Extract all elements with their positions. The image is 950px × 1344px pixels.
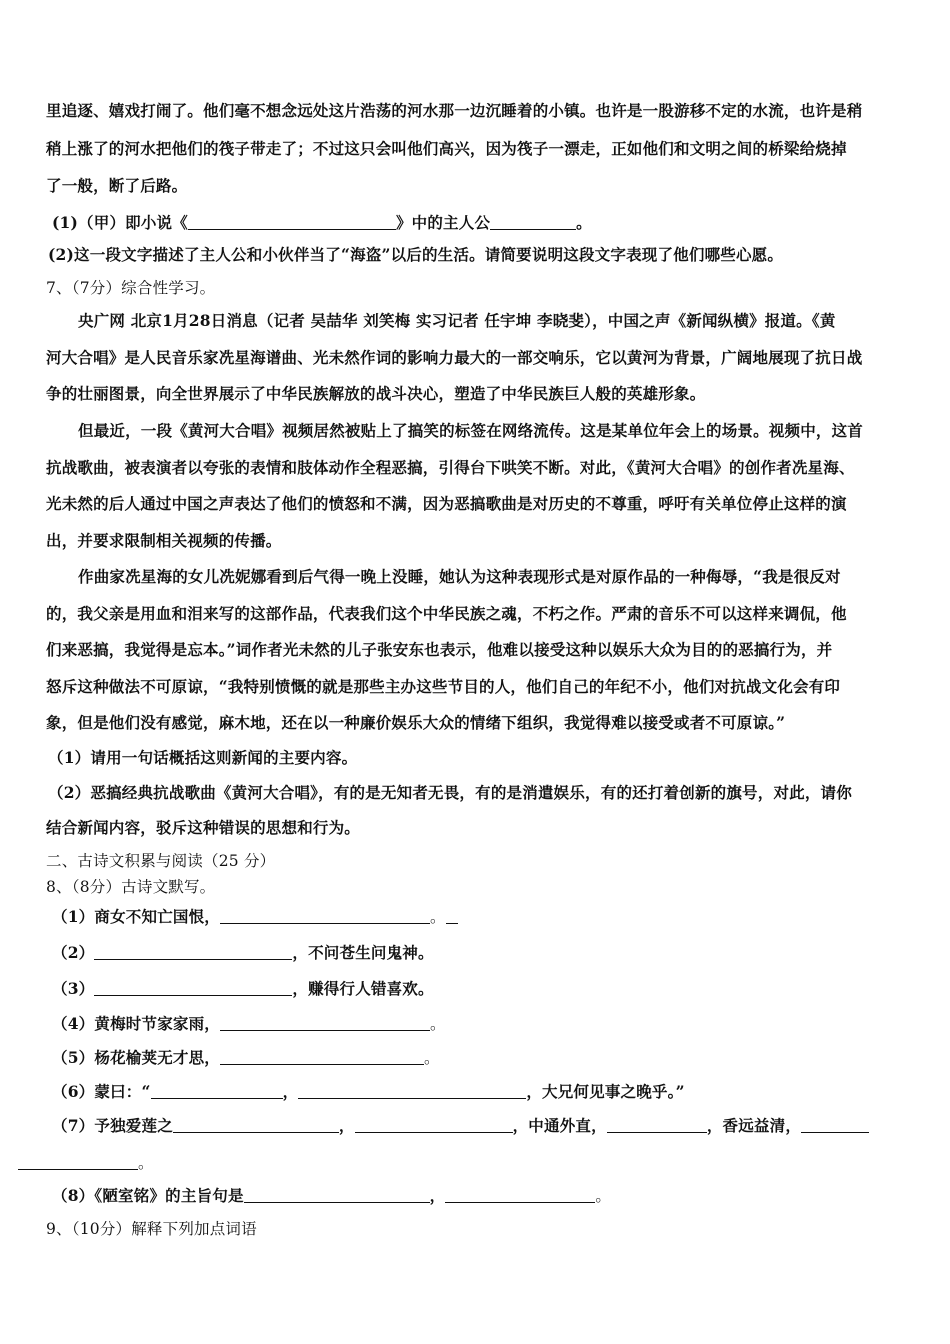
q7-para-line-8: 作曲家冼星海的女儿冼妮娜看到后气得一晚上没睡，她认为这种表现形式是对原作品的一种侮辱，“我是很反对 bbox=[78, 567, 841, 586]
q7-para-line-5: 抗战歌曲，被表演者以夸张的表情和肢体动作全程恶搞，引得台下哄笑不断。对此，《黄河大合唱》的创作者冼星海、 bbox=[46, 458, 855, 477]
q8-item-4-end: 。 bbox=[430, 1015, 446, 1033]
q7-para-line-1: 央广网 北京1月28日消息（记者 吴喆华 刘笑梅 实习记者 任宇坤 李晓斐），中国之声《新闻纵横》报道。《黄 bbox=[78, 311, 836, 330]
q8-item-5 bbox=[52, 1047, 910, 1069]
q8-item-6-end: ，大兄何见事之晚乎。” bbox=[526, 1082, 685, 1101]
q8-item-7-mid2: ，香远益清， bbox=[706, 1116, 802, 1135]
q8-item-7-blank-2[interactable] bbox=[355, 1117, 513, 1133]
q8-item-5-end: 。 bbox=[424, 1049, 440, 1067]
q6-sub1-prefix: (1)（甲）即小说《 bbox=[52, 213, 188, 232]
q8-item-7-text: 予独爱莲之 bbox=[94, 1116, 173, 1135]
q6-sub2: (2)这一段文字描述了主人公和小伙伴当了“海盗”以后的生活。请简要说明这段文字表现了他们哪些心愿。 bbox=[48, 245, 784, 264]
q8-item-8-blank-2[interactable] bbox=[445, 1187, 595, 1203]
q8-item-7 bbox=[52, 1115, 910, 1137]
q8-item-7-continued bbox=[18, 1152, 910, 1174]
passage-line-1: 里追逐、嬉戏打闹了。他们毫不想念远处这片浩荡的河水那一边沉睡着的小镇。也许是一股游移不定的水流，也许是稍 bbox=[46, 101, 863, 120]
q6-protagonist-blank[interactable] bbox=[490, 214, 576, 230]
q8-item-1-end: 。 bbox=[430, 908, 446, 926]
q7-para-line-3: 争的壮丽图景，向全世界展示了中华民族解放的战斗决心，塑造了中华民族巨人般的英雄形象。 bbox=[46, 384, 706, 403]
q8-item-2 bbox=[52, 942, 910, 964]
q8-item-7-blank-3[interactable] bbox=[607, 1117, 707, 1133]
q8-item-8 bbox=[52, 1185, 910, 1207]
q7-para-line-9: 的，我父亲是用血和泪来写的这部作品，代表我们这个中华民族之魂，不朽之作。严肃的音乐不可以这样来调侃，他 bbox=[46, 604, 847, 623]
q8-item-4 bbox=[52, 1013, 910, 1035]
q8-item-4-num: （4） bbox=[52, 1014, 95, 1033]
q7-para-line-2: 河大合唱》是人民音乐家冼星海谱曲、光未然作词的影响力最大的一部交响乐，它以黄河为背景，广阔地展现了抗日战 bbox=[46, 348, 863, 367]
q8-item-6-comma: ， bbox=[282, 1082, 299, 1101]
q8-item-8-end: 。 bbox=[595, 1187, 612, 1205]
q8-item-1-text: 商女不知亡国恨， bbox=[94, 907, 220, 926]
q8-item-2-blank[interactable] bbox=[94, 944, 292, 960]
q6-sub1 bbox=[52, 212, 910, 234]
q8-item-1-blank[interactable] bbox=[220, 908, 430, 924]
passage-line-3: 了一般，断了后路。 bbox=[46, 176, 188, 195]
q8-item-4-text: 黄梅时节家家雨， bbox=[94, 1014, 220, 1033]
q8-item-2-num: （2） bbox=[52, 943, 95, 962]
q8-item-7-blank-1[interactable] bbox=[173, 1117, 339, 1133]
q7-para-line-12: 象，但是他们没有感觉，麻木地，还在以一种廉价娱乐大众的情绪下组织，我觉得难以接受或者不可原谅。” bbox=[46, 713, 786, 732]
q8-item-8-comma: ， bbox=[429, 1186, 446, 1205]
q8-item-7-mid: ，中通外直， bbox=[512, 1116, 607, 1135]
q8-item-5-text: 杨花榆荚无才思， bbox=[94, 1048, 220, 1067]
q8-item-7-end: 。 bbox=[138, 1154, 154, 1172]
q8-item-6-blank-2[interactable] bbox=[298, 1083, 526, 1099]
q8-item-3-blank[interactable] bbox=[94, 980, 292, 996]
q8-item-6-text: 蒙曰：“ bbox=[94, 1082, 151, 1101]
q8-item-5-blank[interactable] bbox=[220, 1049, 424, 1065]
q8-item-3-text: ，赚得行人错喜欢。 bbox=[292, 979, 434, 998]
q8-title: 8、（8分）古诗文默写。 bbox=[46, 878, 216, 896]
q7-sub2-line-1: （2）恶搞经典抗战歌曲《黄河大合唱》，有的是无知者无畏，有的是消遣娱乐，有的还打着创新的旗号，对此，请你 bbox=[48, 783, 852, 802]
q8-item-5-num: （5） bbox=[52, 1048, 95, 1067]
q7-sub1: （1）请用一句话概括这则新闻的主要内容。 bbox=[48, 748, 358, 767]
q7-para-line-10: 们来恶搞，我觉得是忘本。”词作者光未然的儿子张安东也表示，他难以接受这种以娱乐大众为目的的恶搞行为，并 bbox=[46, 640, 833, 659]
q7-para-line-6: 光未然的后人通过中国之声表达了他们的愤怒和不满，因为恶搞歌曲是对历史的不尊重，呼吁有关单位停止这样的演 bbox=[46, 494, 847, 513]
q8-item-1-num: （1） bbox=[52, 907, 95, 926]
q6-sub1-end: 。 bbox=[576, 213, 592, 232]
q8-item-7-blank-4-cont[interactable] bbox=[18, 1154, 138, 1170]
passage-line-2: 稍上涨了的河水把他们的筏子带走了；不过这只会叫他们高兴，因为筏子一漂走，正如他们和文明之间的桥梁给烧掉 bbox=[46, 139, 847, 158]
q6-book-title-blank[interactable] bbox=[188, 214, 396, 230]
q7-para-line-11: 怒斥这种做法不可原谅，“我特别愤慨的就是那些主办这些节目的人，他们自己的年纪不小，他们对抗战文化会有印 bbox=[46, 677, 841, 696]
q8-item-6-num: （6） bbox=[52, 1082, 95, 1101]
q7-para-line-4: 但最近，一段《黄河大合唱》视频居然被贴上了搞笑的标签在网络流传。这是某单位年会上的场景。视频中，这首 bbox=[78, 421, 864, 440]
section-2-title: 二、古诗文积累与阅读（25 分） bbox=[46, 852, 276, 870]
q8-item-3 bbox=[52, 978, 910, 1000]
q8-item-1-tail-underline bbox=[446, 908, 458, 924]
q8-item-1 bbox=[52, 906, 910, 928]
q8-item-6-blank-1[interactable] bbox=[151, 1083, 283, 1099]
q7-sub2-line-2: 结合新闻内容，驳斥这种错误的思想和行为。 bbox=[46, 818, 361, 837]
q8-item-8-text: 《陋室铭》的主旨句是 bbox=[94, 1186, 244, 1205]
q6-sub1-mid: 》中的主人公 bbox=[395, 213, 491, 232]
q7-para-line-7: 出，并要求限制相关视频的传播。 bbox=[46, 531, 282, 550]
q9-title: 9、（10分）解释下列加点词语 bbox=[46, 1220, 257, 1238]
q8-item-8-num: （8） bbox=[52, 1186, 95, 1205]
q8-item-2-text: ，不问苍生问鬼神。 bbox=[292, 943, 434, 962]
q7-title: 7、（7分）综合性学习。 bbox=[46, 279, 216, 297]
q8-item-7-blank-4[interactable] bbox=[801, 1117, 869, 1133]
q8-item-6 bbox=[52, 1081, 910, 1103]
q8-item-4-blank[interactable] bbox=[220, 1015, 430, 1031]
q8-item-7-num: （7） bbox=[52, 1116, 95, 1135]
q8-item-3-num: （3） bbox=[52, 979, 95, 998]
q8-item-7-comma1: ， bbox=[338, 1116, 355, 1135]
q8-item-8-blank-1[interactable] bbox=[244, 1187, 430, 1203]
